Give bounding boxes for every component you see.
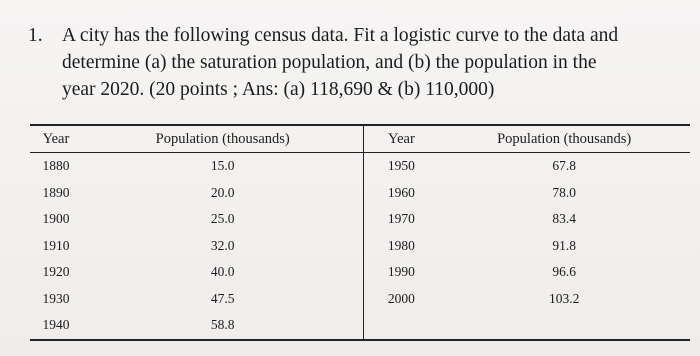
year-cell: 1880 [42,158,70,174]
question-text [28,22,688,103]
population-cell: 96.6 [552,264,576,280]
population-cell: 67.8 [552,158,576,174]
population-cell: 47.5 [82,286,364,313]
census-table-container [30,124,690,336]
population-cell: 15.0 [82,153,364,180]
population-cell: 58.8 [82,312,364,340]
header-year-right: Year [364,125,438,153]
population-cell: 83.4 [552,211,576,227]
table-row [30,286,690,313]
header-year-left: Year [30,125,82,153]
year-cell: 1890 [42,184,70,200]
table-row [30,153,690,180]
population-cell: 40.0 [82,259,364,286]
population-cell: 20.0 [82,180,364,207]
question-line-1: A city has the following census data. Fit a logistic curve to the data and [62,25,619,46]
table-row [30,312,690,340]
year-cell: 1990 [387,264,415,280]
question-line-3: year 2020. (20 points ; Ans: (a) 118,690 & (b) 110,000) [62,79,495,100]
question-line-2: determine (a) the saturation population, and (b) the population in the [62,52,597,73]
table-row [30,206,690,233]
population-cell: 91.8 [552,237,576,253]
population-cell: 103.2 [548,290,580,306]
population-cell [438,312,690,340]
year-cell: 1920 [42,264,70,280]
year-cell: 1900 [42,211,70,227]
table-row [30,259,690,286]
year-cell [364,312,438,340]
population-cell: 32.0 [82,233,364,260]
year-cell: 1940 [30,312,82,340]
question-number: 1. [28,25,43,46]
year-cell: 1910 [42,237,70,253]
header-population-right: Population (thousands) [438,125,690,153]
population-cell: 25.0 [82,206,364,233]
table-row [30,233,690,260]
year-cell: 2000 [387,290,415,306]
table-header-row [30,125,690,153]
table-row [30,180,690,207]
census-table [30,124,690,341]
year-cell: 1980 [387,237,415,253]
year-cell: 1960 [387,184,415,200]
population-cell: 78.0 [552,184,576,200]
year-cell: 1950 [387,158,415,174]
year-cell: 1930 [42,290,70,306]
header-population-left: Population (thousands) [82,125,364,153]
year-cell: 1970 [387,211,415,227]
